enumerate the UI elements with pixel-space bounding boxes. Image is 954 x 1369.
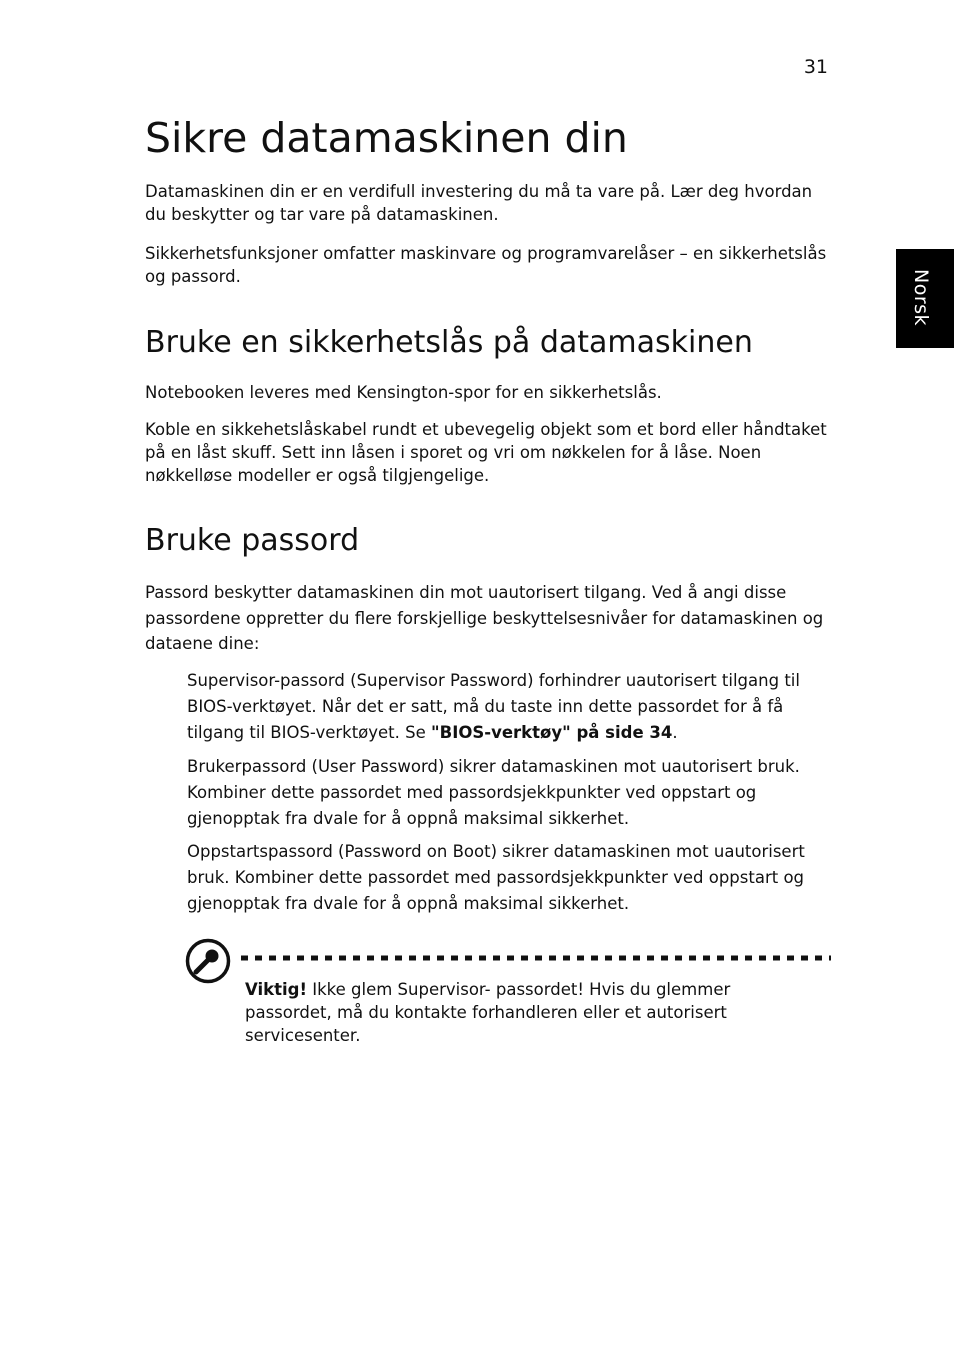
supervisor-password-suffix: . [672, 723, 678, 742]
section-heading-password: Bruke passord [145, 523, 360, 558]
page-title: Sikre datamaskinen din [145, 114, 628, 162]
supervisor-password-item [187, 668, 835, 746]
supervisor-password-text: Supervisor-passord (Supervisor Password) forhindrer uautorisert tilgang til BIOS-verktøyet. Når det er satt, må du taste inn dette passordet for å få tilgang til BIOS-verktøyet. Se [187, 671, 800, 742]
user-password-item: Brukerpassord (User Password) sikrer datamaskinen mot uautorisert bruk. Kombiner dette passordet med passordsjekkpunkter ved oppstart og gjenopptak fra dvale for å oppnå maksimal sikkerhet. [187, 757, 800, 828]
language-tab-label: Norsk [910, 269, 932, 327]
page-number: 31 [803, 56, 828, 78]
note-body: Ikke glem Supervisor- passordet! Hvis du glemmer passordet, må du kontakte forhandleren eller et autorisert servicesenter. [245, 980, 731, 1045]
important-note [245, 978, 805, 1047]
section-heading-lock: Bruke en sikkerhetslås på datamaskinen [145, 325, 753, 360]
boot-password-item: Oppstartspassord (Password on Boot) sikrer datamaskinen mot uautorisert bruk. Kombiner dette passordet med passordsjekkpunkter ved oppstart og gjenopptak fra dvale for å oppnå maksimal sikkerhet. [187, 842, 805, 913]
key-icon [185, 938, 231, 984]
note-label: Viktig! [245, 980, 307, 999]
intro-paragraph-1: Datamaskinen din er en verdifull investering du må ta vare på. Lær deg hvordan du beskytter og tar vare på datamaskinen. [145, 182, 813, 224]
lock-paragraph-2: Koble en sikkehetslåskabel rundt et ubevegelig objekt som et bord eller håndtaket på en låst skuff. Sett inn låsen i sporet og vri om nøkkelen for å låse. Noen nøkkelløse modeller er også tilgjengelige. [145, 420, 827, 485]
bios-cross-reference-link[interactable]: "BIOS-verktøy" på side 34 [431, 723, 673, 742]
language-tab [896, 249, 954, 348]
intro-paragraph-2: Sikkerhetsfunksjoner omfatter maskinvare og programvarelåser – en sikkerhetslås og passord. [145, 244, 827, 286]
password-intro: Passord beskytter datamaskinen din mot uautorisert tilgang. Ved å angi disse passordene oppretter du flere forskjellige beskyttelsesnivåer for datamaskinen og dataene dine: [145, 583, 824, 653]
note-divider [241, 955, 831, 961]
lock-paragraph-1: Notebooken leveres med Kensington-spor for en sikkerhetslås. [145, 383, 662, 402]
